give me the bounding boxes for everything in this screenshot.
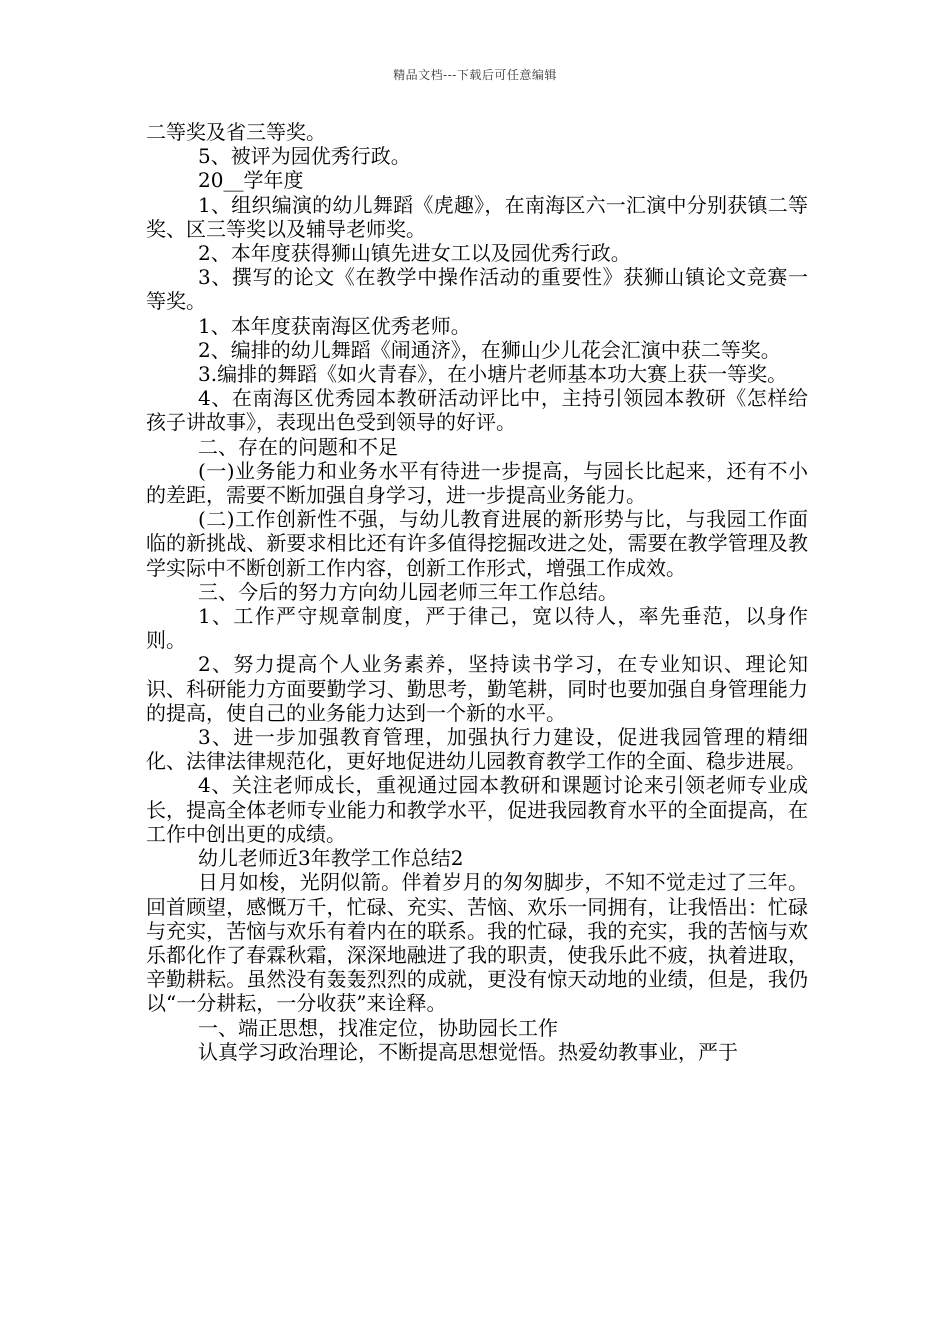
paragraph: 2、本年度获得狮山镇先进女工以及园优秀行政。 [198,241,631,266]
section-heading: 三、今后的努力方向幼儿园老师三年工作总结。 [198,579,618,604]
paragraph: 3、进一步加强教育管理，加强执行力建设，促进我园管理的精细化、法律法律规范化，更好地促进幼儿园教育教学工作的全面、稳步进展。 [146,725,808,774]
paragraph: 1、组织编演的幼儿舞蹈《虎趣》，在南海区六一汇演中分别获镇二等奖、区三等奖以及辅导老师奖。 [146,192,808,241]
paragraph: 1、工作严守规章制度，严于律己，宽以待人，率先垂范，以身作则。 [146,604,808,653]
paragraph: 20__学年度 [198,168,304,193]
section-heading: 一、端正思想，找准定位，协助园长工作 [198,1015,558,1040]
paragraph: 4、关注老师成长，重视通过园本教研和课题讨论来引领老师专业成长，提高全体老师专业能力和教学水平，促进我园教育水平的全面提高，在工作中创出更的成绩。 [146,773,808,846]
page-header: 精品文档---下载后可任意编辑 [393,68,557,82]
paragraph: (一)业务能力和业务水平有待进一步提高，与园长比起来，还有不小的差距，需要不断加强自身学习，进一步提高业务能力。 [146,458,808,508]
paragraph: 2、编排的幼儿舞蹈《闹通济》，在狮山少儿花会汇演中获二等奖。 [198,337,781,362]
document-body [146,120,808,1064]
paragraph: 二等奖及省三等奖。 [146,120,326,144]
document-title: 幼儿老师近3年教学工作总结2 [198,846,464,871]
paragraph: 3、撰写的论文《在教学中操作活动的重要性》获狮山镇论文竞赛一等奖。 [146,265,808,314]
paragraph: 1、本年度获南海区优秀老师。 [198,313,471,338]
section-heading: 二、存在的问题和不足 [198,434,398,459]
paragraph: 认真学习政治理论，不断提高思想觉悟。热爱幼教事业，严于 [198,1039,738,1064]
paragraph: 日月如梭，光阴似箭。伴着岁月的匆匆脚步，不知不觉走过了三年。回首顾望，感慨万千，忙碌、充实、苦恼、欢乐一同拥有，让我悟出：忙碌与充实，苦恼与欢乐有着内在的联系。我的忙碌，我的充实，我的苦恼与欢乐都化作了春霖秋霜，深深地融进了我的职责，使我乐此不疲，执着进取，辛勤耕耘。虽然没有轰轰烈烈的成就，更没有惊天动地的业绩，但是，我仍以“一分耕耘，一分收获”来诠释。 [146,870,808,1016]
paragraph: 3.编排的舞蹈《如火青春》，在小塘片老师基本功大赛上获一等奖。 [198,362,788,387]
paragraph: 4、在南海区优秀园本教研活动评比中，主持引领园本教研《怎样给孩子讲故事》，表现出色受到领导的好评。 [146,386,808,435]
paragraph: 5、被评为园优秀行政。 [198,144,411,169]
paragraph: 2、努力提高个人业务素养，坚持读书学习，在专业知识、理论知识、科研能力方面要勤学习、勤思考，勤笔耕，同时也要加强自身管理能力的提高，使自己的业务能力达到一个新的水平。 [146,652,808,725]
paragraph: (二)工作创新性不强，与幼儿教育进展的新形势与比，与我园工作面临的新挑战、新要求相比还有许多值得挖掘改进之处，需要在教学管理及教学实际中不断创新工作内容，创新工作形式，增强工作成效。 [146,507,808,580]
